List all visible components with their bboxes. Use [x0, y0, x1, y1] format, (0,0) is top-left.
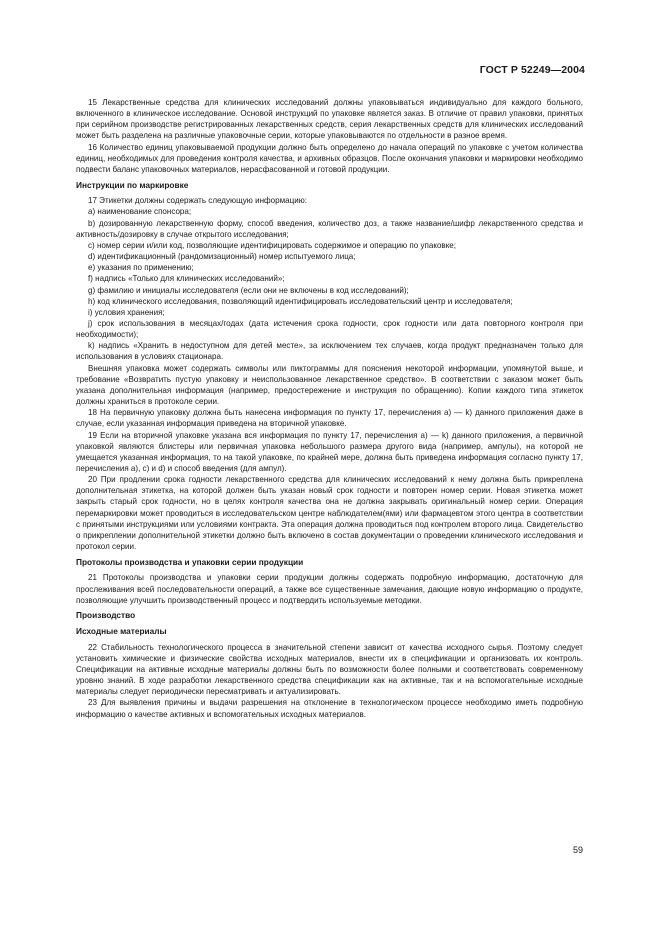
- page-number: 59: [572, 845, 583, 855]
- paragraph-19: 19 Если на вторичной упаковке указана вся информация по пункту 17, перечисления а) — k) данного приложения, а первичной упаковкой являются блистеры или первичная упаковка небольшого размера другого вида (например, ампулы), на которой не умещается указанная информация, то на такой упаковке, по крайней мере, должна быть приведена информация согласно пункту 17, перечисления а), с) и d) и способ введения (для ампул).: [76, 430, 583, 473]
- paragraph-15: 15 Лекарственные средства для клинических исследований должны упаковываться индивидуально для каждого больного, включенного в клиническое исследование. Основой инструкций по упаковке является заказ. В отличие от правил упаковки, принятых при серийном производстве регистрированных лекарственных средств, серия лекарственных средств для клинических исследований может быть разделена на различные упаковочные серии, которые упаковываются по отдельности в разное время.: [76, 98, 583, 141]
- paragraph-18: 18 На первичную упаковку должна быть нанесена информация по пункту 17, перечисления а) — k) данного приложения даже в случае, если указанная информация приведена на вторичной упаковке.: [76, 408, 583, 429]
- list-item-d: d) идентификационный (рандомизационный) номер испытуемого лица;: [88, 252, 356, 262]
- subsection-heading-starting-materials: Исходные материалы: [76, 626, 167, 637]
- paragraph-16: 16 Количество единиц упаковываемой продукции должно быть определено до начала операций по упаковке с учетом количества единиц, необходимых для проведения контроля качества, и архивных образцов. После окончания упаковки и маркировки необходимо подвести баланс упаковочных материалов, нерасфасованной и готовой продукции.: [76, 142, 583, 174]
- paragraph-20: 20 При продлении срока годности лекарственного средства для клинических исследований к нему должна быть прикреплена дополнительная этикетка, на которой должен быть указан новый срок годности и повторен номер серии. Новая этикетка может закрыть старый срок годности, но в целях контроля качества она не должна закрывать оригинальный номер серии. Операция перемаркировки может проводиться в исследовательском центре наблюдателем(ями) или фармацевтом этого центра в соответствии с принятыми инструкциями или условиями контракта. Эта операция должна проводиться под контролем второго лица. Свидетельство о прикреплении дополнительной этикетки должно быть включено в состав документации о проведении клинического исследования и протокол серии.: [76, 475, 583, 552]
- document-standard-id: ГОСТ Р 52249—2004: [479, 64, 585, 76]
- list-item-i: i) условия хранения;: [88, 307, 165, 317]
- section-heading-production: Производство: [76, 610, 136, 621]
- section-heading-batch-records: Протоколы производства и упаковки серии продукции: [76, 556, 304, 567]
- section-heading-labeling: Инструкции по маркировке: [76, 179, 189, 190]
- paragraph-22: 22 Стабильность технологического процесса в значительной степени зависит от качества исходного сырья. Поэтому следует установить химические и физические свойства исходных материалов, внести их в спецификации и организовать их контроль. Спецификации на активные исходные материалы должны быть по возможности более полными и соответствовать современному уровню знаний. В ходе разработки лекарственного средства спецификации как на активные, так и на вспомогательные исходные материалы следует периодически пересматривать и актуализировать.: [76, 642, 583, 697]
- paragraph-17-intro: 17 Этикетки должны содержать следующую информацию:: [88, 196, 307, 206]
- list-item-b: b) дозированную лекарственную форму, способ введения, количество доз, а также название/шифр лекарственного средства и активность/дозировку в случае открытого исследования;: [76, 218, 583, 239]
- list-item-f: f) надпись «Только для клинических исследований»;: [88, 274, 285, 284]
- list-item-c: c) номер серии и/или код, позволяющие идентифицировать содержимое и операцию по упаковке;: [88, 240, 457, 250]
- list-item-e: e) указания по применению;: [88, 263, 194, 273]
- list-item-k: k) надпись «Хранить в недоступном для детей месте», за исключением тех случаев, когда продукт предназначен только для использования в условиях стационара.: [76, 341, 583, 362]
- document-body: [76, 97, 583, 720]
- paragraph-outer-packaging: Внешняя упаковка может содержать символы или пиктограммы для пояснения некоторой информации, упомянутой выше, и требование «Возвратить пустую упаковку и неиспользованное лекарственное средство». В соответствии с заказом может быть указана дополнительная информация (например, предостережение и инструкция по обращению). Копии каждого типа этикеток должны храниться в протоколе серии.: [76, 363, 583, 407]
- list-item-j: j) срок использования в месяцах/годах (дата истечения срока годности, срок годности или дата повторного контроля при необходимости);: [76, 318, 583, 340]
- list-item-h: h) код клинического исследования, позволяющий идентифицировать исследовательский центр и исследователя;: [88, 296, 513, 306]
- paragraph-23: 23 Для выявления причины и выдачи разрешения на отклонение в технологическом процессе необходимо иметь подробную информацию о качестве активных и вспомогательных исходных материалов.: [76, 698, 583, 719]
- list-item-g: g) фамилию и инициалы исследователя (если они не включены в код исследований);: [88, 285, 409, 295]
- list-item-a: a) наименование спонсора;: [88, 207, 192, 217]
- paragraph-21: 21 Протоколы производства и упаковки серии продукции должны содержать подробную информацию, достаточную для прослеживания всей последовательности операций, а также все существенные замечания, дающие новую информацию о продукте, позволяющие улучшить производственный процесс и подтвердить используемые методики.: [76, 573, 583, 605]
